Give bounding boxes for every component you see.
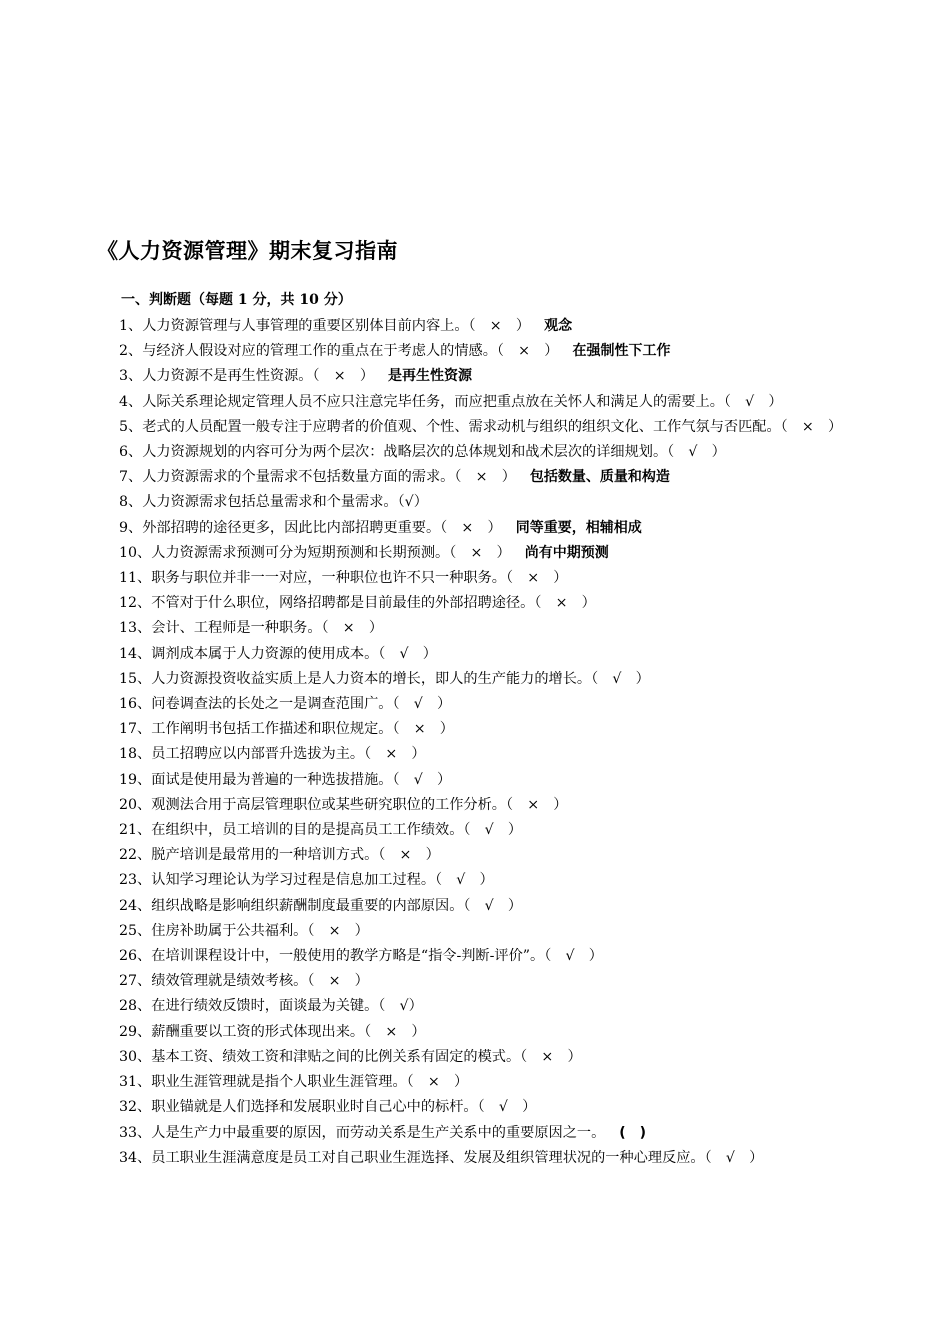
question-item bbox=[90, 440, 860, 465]
question-text: 调剂成本属于人力资源的使用成本。（ √ ） bbox=[151, 645, 437, 662]
question-text: 工作阐明书包括工作描述和职位规定。（ × ） bbox=[151, 721, 454, 738]
question-item bbox=[90, 591, 860, 616]
question-item bbox=[90, 1095, 860, 1120]
question-number: 5、 bbox=[119, 418, 143, 435]
question-item bbox=[90, 1146, 860, 1171]
question-item bbox=[90, 364, 860, 389]
question-number: 12、 bbox=[119, 595, 152, 612]
question-number: 2、 bbox=[119, 343, 143, 360]
question-item bbox=[90, 793, 860, 818]
question-number: 25、 bbox=[119, 922, 152, 939]
question-text: 员工招聘应以内部晋升选拔为主。（ × ） bbox=[151, 746, 426, 763]
section-heading: 一、判断题（每题 1 分，共 10 分） bbox=[121, 292, 352, 308]
question-text: 绩效管理就是绩效考核。（ × ） bbox=[151, 973, 369, 990]
question-text: 脱产培训是最常用的一种培训方式。（ × ） bbox=[151, 847, 440, 864]
question-text: 职业生涯管理就是指个人职业生涯管理。（ × ） bbox=[151, 1074, 469, 1091]
question-text: 人是生产力中最重要的原因，而劳动关系是生产关系中的重要原因之一。 bbox=[151, 1124, 606, 1141]
question-text: 人际关系理论规定管理人员不应只注意完毕任务，而应把重点放在关怀人和满足人的需要上。（ √ ） bbox=[142, 393, 783, 410]
question-item bbox=[90, 843, 860, 868]
question-item bbox=[90, 667, 860, 692]
question-item bbox=[90, 944, 860, 969]
question-number: 9、 bbox=[119, 519, 143, 536]
question-number: 16、 bbox=[119, 696, 152, 713]
answer-note: 同等重要，相辅相成 bbox=[515, 519, 642, 536]
question-text: 不管对于什么职位，网络招聘都是目前最佳的外部招聘途径。（ × ） bbox=[151, 595, 596, 612]
question-number: 15、 bbox=[119, 670, 152, 687]
question-item bbox=[90, 616, 860, 641]
question-text: 基本工资、绩效工资和津贴之间的比例关系有固定的模式。（ × ） bbox=[151, 1048, 582, 1065]
question-item bbox=[90, 1121, 860, 1146]
question-number: 4、 bbox=[119, 393, 143, 410]
answer-note: 包括数量、质量和构造 bbox=[529, 469, 670, 486]
question-text: 员工职业生涯满意度是员工对自己职业生涯选择、发展及组织管理状况的一种心理反应。（ √ ） bbox=[151, 1149, 764, 1166]
question-item bbox=[90, 516, 860, 541]
question-number: 18、 bbox=[119, 746, 152, 763]
question-text: 人力资源需求预测可分为短期预测和长期预测。（ × ） bbox=[151, 544, 511, 561]
question-number: 8、 bbox=[119, 494, 143, 511]
question-item bbox=[90, 1045, 860, 1070]
question-text: 外部招聘的途径更多，因此比内部招聘更重要。（ × ） bbox=[142, 519, 502, 536]
question-item bbox=[90, 692, 860, 717]
question-text: 会计、工程师是一种职务。（ × ） bbox=[151, 620, 384, 637]
question-text: 人力资源投资收益实质上是人力资本的增长，即人的生产能力的增长。（ √ ） bbox=[151, 670, 650, 687]
question-list bbox=[90, 314, 860, 1171]
question-number: 6、 bbox=[119, 444, 143, 461]
question-item bbox=[90, 919, 860, 944]
question-number: 1、 bbox=[119, 318, 143, 334]
answer-note: ( ) bbox=[619, 1124, 647, 1141]
question-text: 住房补助属于公共福利。（ × ） bbox=[151, 922, 369, 939]
question-item bbox=[90, 742, 860, 767]
question-item bbox=[90, 339, 860, 364]
question-item bbox=[90, 642, 860, 667]
question-item bbox=[90, 894, 860, 919]
answer-note: 是再生性资源 bbox=[388, 368, 473, 385]
question-number: 28、 bbox=[119, 998, 152, 1015]
question-item bbox=[90, 490, 860, 515]
question-number: 32、 bbox=[119, 1099, 152, 1116]
question-number: 24、 bbox=[119, 897, 152, 914]
question-number: 23、 bbox=[119, 872, 152, 889]
question-text: 人力资源需求的个量需求不包括数量方面的需求。（ × ） bbox=[142, 469, 516, 486]
question-number: 11、 bbox=[119, 570, 152, 587]
question-text: 面试是使用最为普遍的一种选拔措施。（ √ ） bbox=[151, 771, 452, 788]
question-number: 7、 bbox=[119, 469, 143, 486]
question-number: 33、 bbox=[119, 1124, 152, 1141]
question-text: 观测法合用于高层管理职位或某些研究职位的工作分析。（ × ） bbox=[151, 796, 568, 813]
question-text: 老式的人员配置一般专注于应聘者的价值观、个性、需求动机与组织的组织文化、工作气氛与否匹配。（ × ） bbox=[142, 418, 843, 435]
question-text: 职业锚就是人们选择和发展职业时自己心中的标杆。（ √ ） bbox=[151, 1099, 537, 1116]
question-item bbox=[90, 717, 860, 742]
question-text: 在培训课程设计中，一般使用的教学方略是“指令-判断-评价”。（ √ ） bbox=[151, 948, 603, 965]
answer-note: 尚有中期预测 bbox=[524, 544, 609, 561]
question-text: 职务与职位并非一一对应，一种职位也许不只一种职务。（ × ） bbox=[151, 570, 568, 587]
question-text: 与经济人假设对应的管理工作的重点在于考虑人的情感。（ × ） bbox=[142, 343, 559, 360]
question-text: 组织战略是影响组织薪酬制度最重要的内部原因。（ √ ） bbox=[151, 897, 523, 914]
question-text: 认知学习理论认为学习过程是信息加工过程。（ √ ） bbox=[151, 872, 494, 889]
question-text: 薪酬重要以工资的形式体现出来。（ × ） bbox=[151, 1023, 426, 1040]
question-number: 3、 bbox=[119, 368, 143, 385]
question-number: 20、 bbox=[119, 796, 152, 813]
question-item bbox=[90, 994, 860, 1019]
question-item bbox=[90, 465, 860, 490]
question-text: 人力资源规划的内容可分为两个层次：战略层次的总体规划和战术层次的详细规划。（ √ ） bbox=[142, 444, 726, 461]
question-text: 问卷调查法的长处之一是调查范围广。（ √ ） bbox=[151, 696, 452, 713]
question-item bbox=[90, 818, 860, 843]
question-item bbox=[90, 541, 860, 566]
question-text: 在进行绩效反馈时，面谈最为关键。（ √） bbox=[151, 998, 423, 1015]
question-text: 人力资源需求包括总量需求和个量需求。（√） bbox=[142, 494, 428, 511]
question-item bbox=[90, 390, 860, 415]
question-item bbox=[90, 566, 860, 591]
question-item bbox=[90, 314, 860, 339]
question-number: 22、 bbox=[119, 847, 152, 864]
question-item bbox=[90, 768, 860, 793]
question-number: 26、 bbox=[119, 948, 152, 965]
question-item bbox=[90, 1020, 860, 1045]
question-item bbox=[90, 969, 860, 994]
question-item bbox=[90, 1070, 860, 1095]
question-number: 21、 bbox=[119, 822, 152, 839]
question-number: 13、 bbox=[119, 620, 152, 637]
question-text: 在组织中，员工培训的目的是提高员工工作绩效。（ √ ） bbox=[151, 822, 523, 839]
question-number: 17、 bbox=[119, 721, 152, 738]
question-text: 人力资源管理与人事管理的重要区别体目前内容上。（ × ） bbox=[142, 318, 531, 334]
question-number: 34、 bbox=[119, 1149, 152, 1166]
answer-note: 在强制性下工作 bbox=[572, 343, 671, 360]
question-number: 27、 bbox=[119, 973, 152, 990]
question-item bbox=[90, 415, 860, 440]
question-number: 19、 bbox=[119, 771, 152, 788]
answer-note: 观念 bbox=[544, 318, 573, 334]
question-text: 人力资源不是再生性资源。（ × ） bbox=[142, 368, 375, 385]
question-number: 10、 bbox=[119, 544, 152, 561]
question-item bbox=[90, 868, 860, 893]
question-number: 30、 bbox=[119, 1048, 152, 1065]
question-number: 31、 bbox=[119, 1074, 152, 1091]
document-title: 《人力资源管理》期末复习指南 bbox=[97, 239, 398, 263]
question-number: 14、 bbox=[119, 645, 152, 662]
question-number: 29、 bbox=[119, 1023, 152, 1040]
